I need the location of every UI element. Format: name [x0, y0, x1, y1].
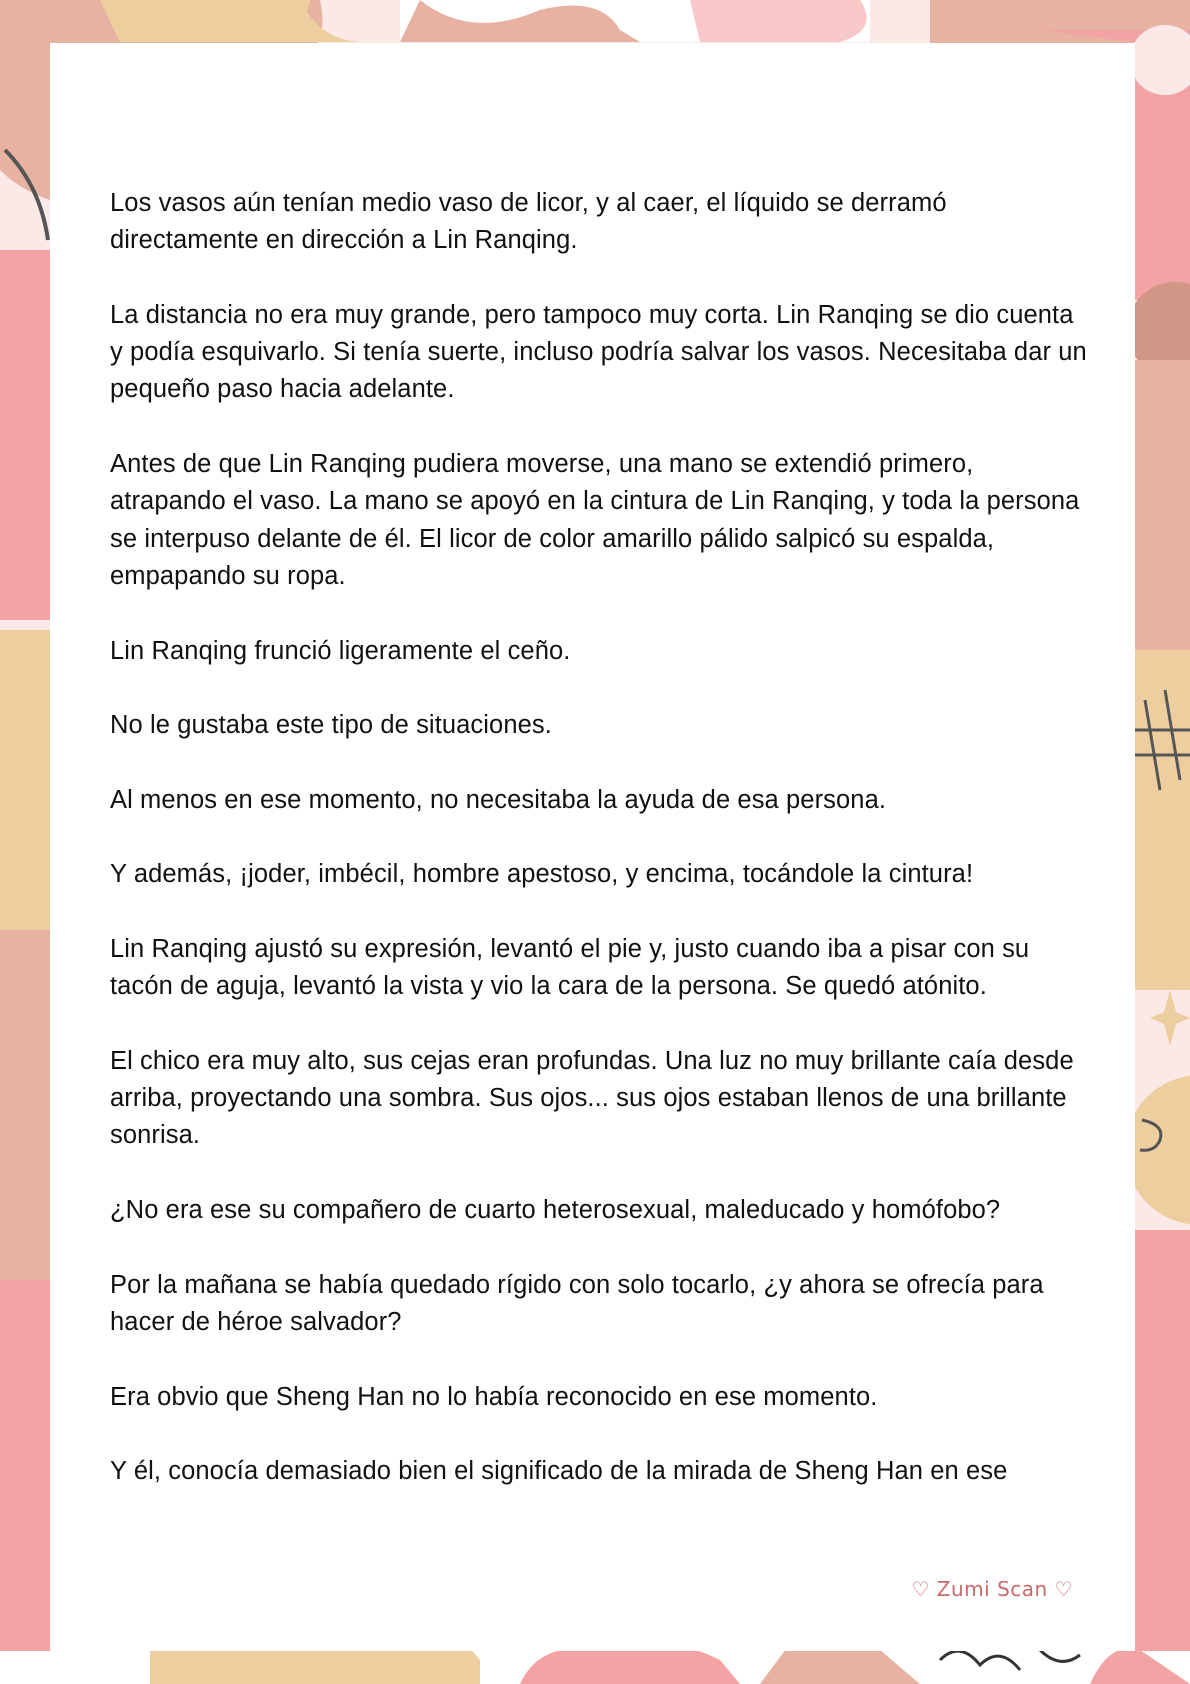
paragraph: Y él, conocía demasiado bien el significado de la mirada de Sheng Han en ese	[110, 1457, 1008, 1486]
paragraph: Y además, ¡joder, imbécil, hombre apestoso, y encima, tocándole la cintura!	[110, 860, 974, 889]
paragraph: El chico era muy alto, sus cejas eran profundas. Una luz no muy brillante caía desde arriba, proyectando una sombra. Sus ojos... sus ojos estaban llenos de una brillante sonrisa.	[110, 1046, 1074, 1150]
paragraph: Lin Ranqing ajustó su expresión, levantó el pie y, justo cuando iba a pisar con su tacón de aguja, levantó la vista y vio la cara de la persona. Se quedó atónito.	[110, 934, 1030, 1001]
paragraph: Era obvio que Sheng Han no lo había reconocido en ese momento.	[110, 1382, 878, 1411]
paragraph: Al menos en ese momento, no necesitaba la ayuda de esa persona.	[110, 785, 887, 814]
page-sheet	[50, 43, 1135, 1651]
paragraph: La distancia no era muy grande, pero tampoco muy corta. Lin Ranqing se dio cuenta y podía esquivarlo. Si tenía suerte, incluso podría salvar los vasos. Necesitaba dar un pequeño paso hacia adelante.	[110, 300, 1087, 404]
paragraph: ¿No era ese su compañero de cuarto heterosexual, maleducado y homófobo?	[110, 1196, 1001, 1225]
paragraph: Lin Ranqing frunció ligeramente el ceño.	[110, 636, 571, 665]
scanlator-watermark: ♡ Zumi Scan ♡	[911, 1577, 1073, 1601]
paragraph: Los vasos aún tenían medio vaso de licor, y al caer, el líquido se derramó directamente en dirección a Lin Ranqing.	[110, 189, 947, 255]
paragraph: No le gustaba este tipo de situaciones.	[110, 711, 552, 740]
paragraph: Antes de que Lin Ranqing pudiera moverse, una mano se extendió primero, atrapando el vaso. La mano se apoyó en la cintura de Lin Ranqing, y toda la persona se interpuso delante de él. El licor de color amarillo pálido salpicó su espalda, empapando su ropa.	[110, 450, 1080, 590]
paragraph: Por la mañana se había quedado rígido con solo tocarlo, ¿y ahora se ofrecía para hacer de héroe salvador?	[110, 1270, 1044, 1336]
story-text	[110, 185, 1090, 1528]
